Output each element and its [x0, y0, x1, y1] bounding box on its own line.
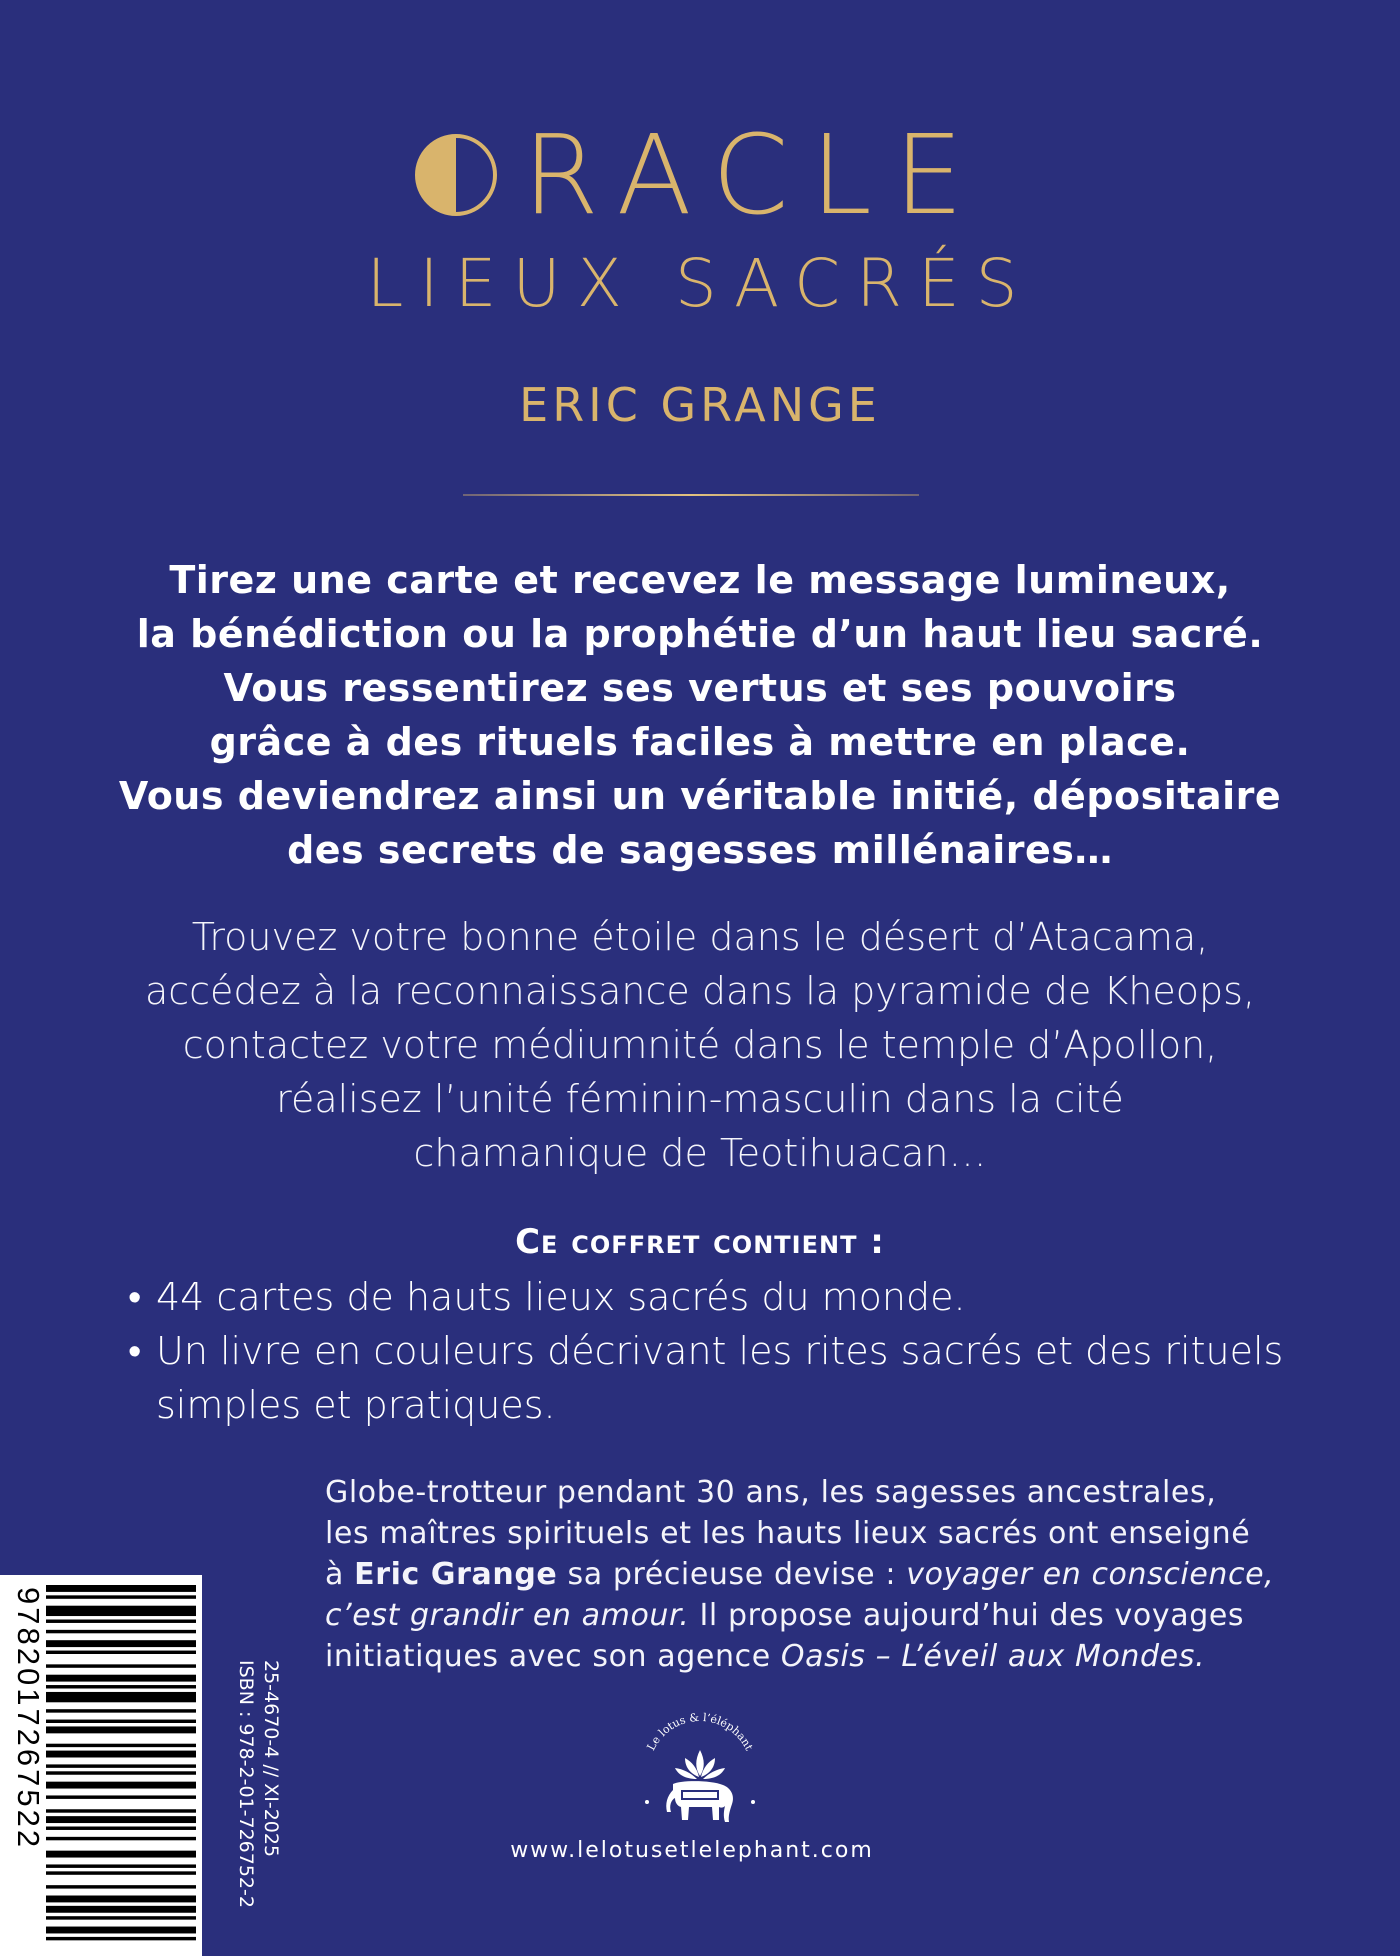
barcode-bar — [46, 1726, 196, 1733]
bio-text: initiatiques avec son agence — [325, 1639, 781, 1674]
bio-motto: c’est grandir en amour. — [325, 1598, 690, 1633]
barcode-bars — [46, 1585, 196, 1940]
list-item-text: simples et pratiques. — [156, 1383, 556, 1427]
barcode-bar — [46, 1816, 196, 1823]
intro-bold-line: Vous deviendrez ainsi un véritable initié, dépositaire — [118, 774, 1282, 818]
barcode-bar — [46, 1585, 196, 1592]
logo-dot — [751, 1800, 755, 1804]
bio-line: Globe-trotteur pendant 30 ans, les sagesses ancestrales, — [325, 1475, 1217, 1510]
bio-line — [325, 1595, 1345, 1636]
barcode-bar — [46, 1864, 196, 1867]
intro-bold-paragraph — [60, 553, 1340, 877]
author-name: ERIC GRANGE — [519, 378, 881, 432]
barcode-bar — [46, 1871, 196, 1874]
barcode-bar — [46, 1675, 196, 1682]
bio-line — [325, 1554, 1345, 1595]
barcode-bar — [46, 1630, 196, 1633]
intro-light-paragraph — [60, 910, 1340, 1180]
barcode-bar — [46, 1771, 196, 1774]
list-item-text: Un livre en couleurs décrivant les rites sacrés et des rituels — [156, 1329, 1284, 1373]
cover-title — [415, 111, 986, 239]
intro-bold-line: Tirez une carte et recevez le message lumineux, — [169, 558, 1231, 602]
barcode-bar — [46, 1606, 196, 1616]
list-item — [128, 1270, 1328, 1324]
barcode-bar — [46, 1692, 196, 1702]
barcode-bar — [46, 1751, 196, 1758]
intro-bold-line: Vous ressentirez ses vertus et ses pouvoirs — [223, 666, 1177, 710]
elephant-icon — [666, 1781, 733, 1822]
publisher-website[interactable]: www.lelotusetlelephant.com — [510, 1838, 874, 1863]
barcode-panel — [0, 1575, 202, 1956]
barcode-bar — [46, 1709, 196, 1712]
barcode-bar — [46, 1720, 196, 1723]
barcode-bar — [46, 1827, 196, 1830]
publisher-logo — [631, 1710, 769, 1840]
isbn-number: ISBN : 978-2-01-726752-2 — [235, 1660, 257, 1908]
barcode-bar — [46, 1885, 196, 1888]
bio-text: sa précieuse devise : — [557, 1557, 907, 1592]
author-bio — [325, 1472, 1345, 1677]
intro-light-line: réalisez l’unité féminin-masculin dans la cité — [276, 1077, 1124, 1121]
bio-text: Il propose aujourd’hui des voyages — [689, 1598, 1245, 1633]
intro-light-line: accédez à la reconnaissance dans la pyramide de Kheops, — [144, 969, 1256, 1013]
intro-bold-line: des secrets de sagesses millénaires… — [287, 828, 1113, 872]
bio-author-name: Eric Grange — [354, 1557, 558, 1592]
list-item — [128, 1324, 1328, 1432]
list-item-text: 44 cartes de hauts lieux sacrés du monde. — [156, 1275, 966, 1319]
lotus-icon — [675, 1750, 725, 1779]
cover-subtitle: LIEUX SACRÉS — [366, 245, 1034, 322]
bio-text: à — [325, 1557, 355, 1592]
cover-title-text: RACLE — [522, 111, 986, 239]
barcode-bar — [46, 1620, 196, 1623]
barcode-bar — [46, 1927, 196, 1934]
barcode-bar — [46, 1916, 196, 1919]
gold-divider — [463, 494, 919, 496]
barcode-bar — [46, 1795, 196, 1798]
bio-line — [325, 1636, 1345, 1677]
intro-light-line: contactez votre médiumnité dans le temple d’Apollon, — [182, 1023, 1218, 1067]
bullet-icon: • — [128, 1275, 142, 1319]
barcode-bar — [46, 1896, 196, 1903]
print-code: 25-4670-4 // XI-2025 — [260, 1660, 282, 1858]
logo-dot — [645, 1800, 649, 1804]
publisher-logo-text: Le lotus & l’éléphant — [644, 1710, 756, 1753]
barcode-digits: 9782017267522 — [11, 1587, 46, 1851]
contents-heading: Ce coffret contient : — [515, 1222, 885, 1262]
bio-line: les maîtres spirituels et les hauts lieux sacrés ont enseigné — [325, 1516, 1251, 1551]
title-block — [0, 111, 1400, 239]
barcode-bar — [46, 1809, 196, 1812]
intro-light-line: Trouvez votre bonne étoile dans le désert d’Atacama, — [191, 915, 1209, 959]
barcode-bar — [46, 1664, 196, 1667]
barcode-bar — [46, 1651, 196, 1654]
barcode-bar — [46, 1595, 196, 1598]
barcode-bar — [46, 1764, 196, 1767]
bullet-icon: • — [128, 1329, 142, 1373]
barcode-bar — [46, 1906, 196, 1913]
contents-list — [128, 1270, 1328, 1432]
barcode-bar — [46, 1744, 196, 1747]
bio-agency-name: Oasis – L’éveil aux Mondes. — [780, 1639, 1206, 1674]
half-moon-icon — [415, 134, 497, 216]
intro-light-line: chamanique de Teotihuacan… — [413, 1131, 987, 1175]
barcode-bar — [46, 1937, 196, 1940]
isbn-block — [232, 1660, 288, 1950]
barcode-bar — [46, 1782, 196, 1789]
barcode-bar — [46, 1640, 196, 1647]
barcode-bar — [46, 1685, 196, 1688]
barcode — [0, 1575, 202, 1956]
intro-bold-line: la bénédiction ou la prophétie d’un haut lieu sacré. — [136, 612, 1264, 656]
bio-motto: voyager en conscience, — [906, 1557, 1275, 1592]
intro-bold-line: grâce à des rituels faciles à mettre en place. — [209, 720, 1191, 764]
